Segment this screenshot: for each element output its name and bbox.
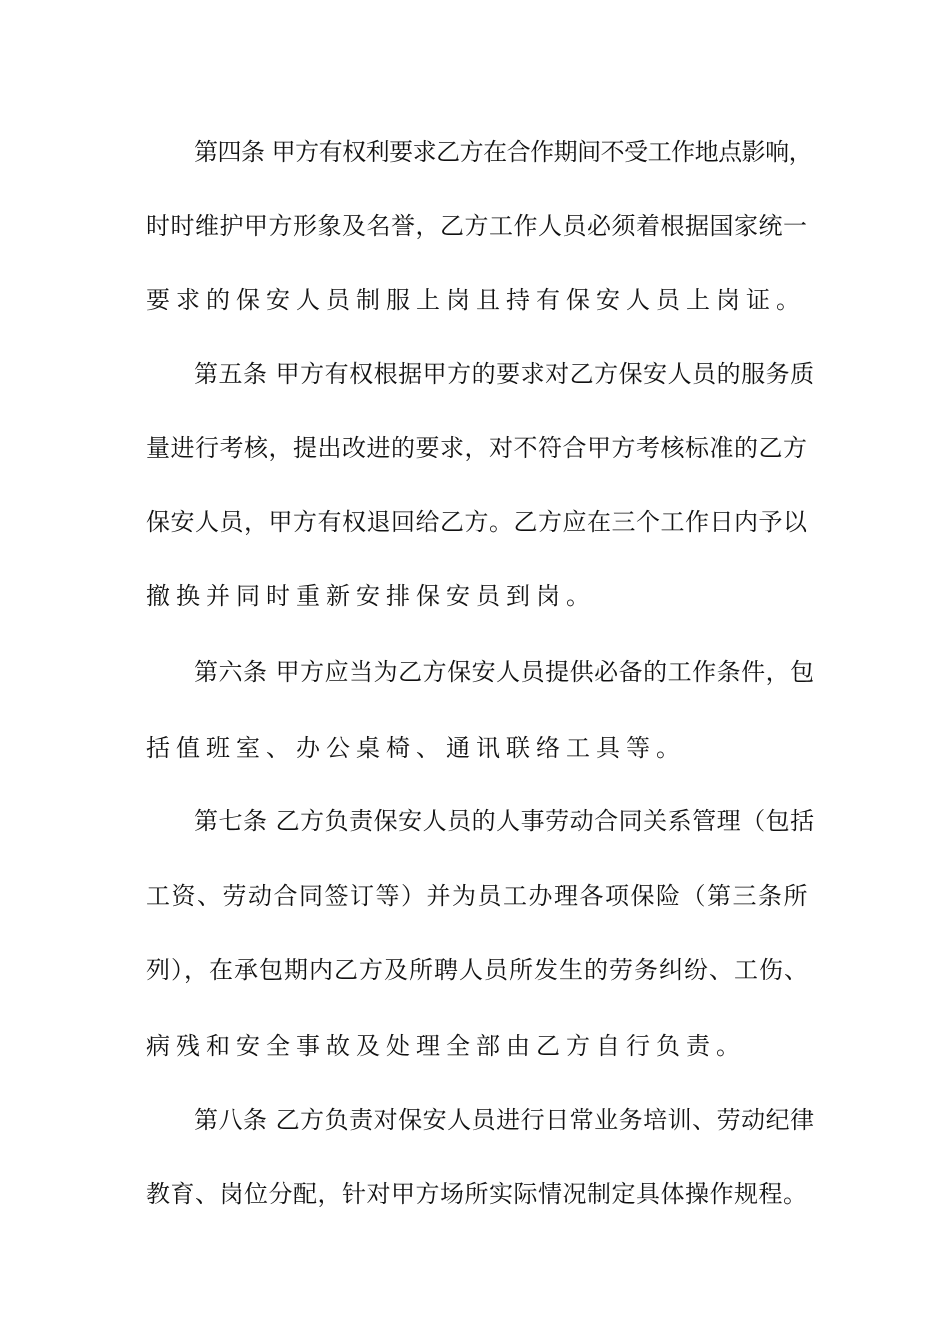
article-8-line-2: 教育、岗位分配，针对甲方场所实际情况制定具体操作规程。 [146,1180,808,1208]
article-5-line-2: 量进行考核，提出改进的要求，对不符合甲方考核标准的乙方 [146,434,808,462]
article-6-line-2: 括值班室、办公桌椅、通讯联络工具等。 [146,734,686,762]
article-4-line-2: 时时维护甲方形象及名誉，乙方工作人员必须着根据国家统一 [146,212,808,240]
article-4-line-3: 要求的保安人员制服上岗且持有保安人员上岗证。 [146,286,806,314]
article-7-line-3: 列），在承包期内乙方及所聘人员所发生的劳务纠纷、工伤、 [146,956,809,984]
article-5-line-4: 撤换并同时重新安排保安员到岗。 [146,582,596,610]
article-6-line-1: 第六条 甲方应当为乙方保安人员提供必备的工作条件，包 [194,658,815,686]
article-4-line-1: 第四条 甲方有权利要求乙方在合作期间不受工作地点影响， [194,138,813,166]
article-5-line-1: 第五条 甲方有权根据甲方的要求对乙方保安人员的服务质 [194,360,815,388]
article-7-line-2: 工资、劳动合同签订等）并为员工办理各项保险（第三条所 [146,882,809,910]
article-7-line-1: 第七条 乙方负责保安人员的人事劳动合同关系管理（包括 [194,807,815,835]
article-5-line-3: 保安人员，甲方有权退回给乙方。乙方应在三个工作日内予以 [146,508,808,536]
article-8-line-1: 第八条 乙方负责对保安人员进行日常业务培训、劳动纪律 [194,1106,815,1134]
article-7-line-4: 病残和安全事故及处理全部由乙方自行负责。 [146,1032,746,1060]
